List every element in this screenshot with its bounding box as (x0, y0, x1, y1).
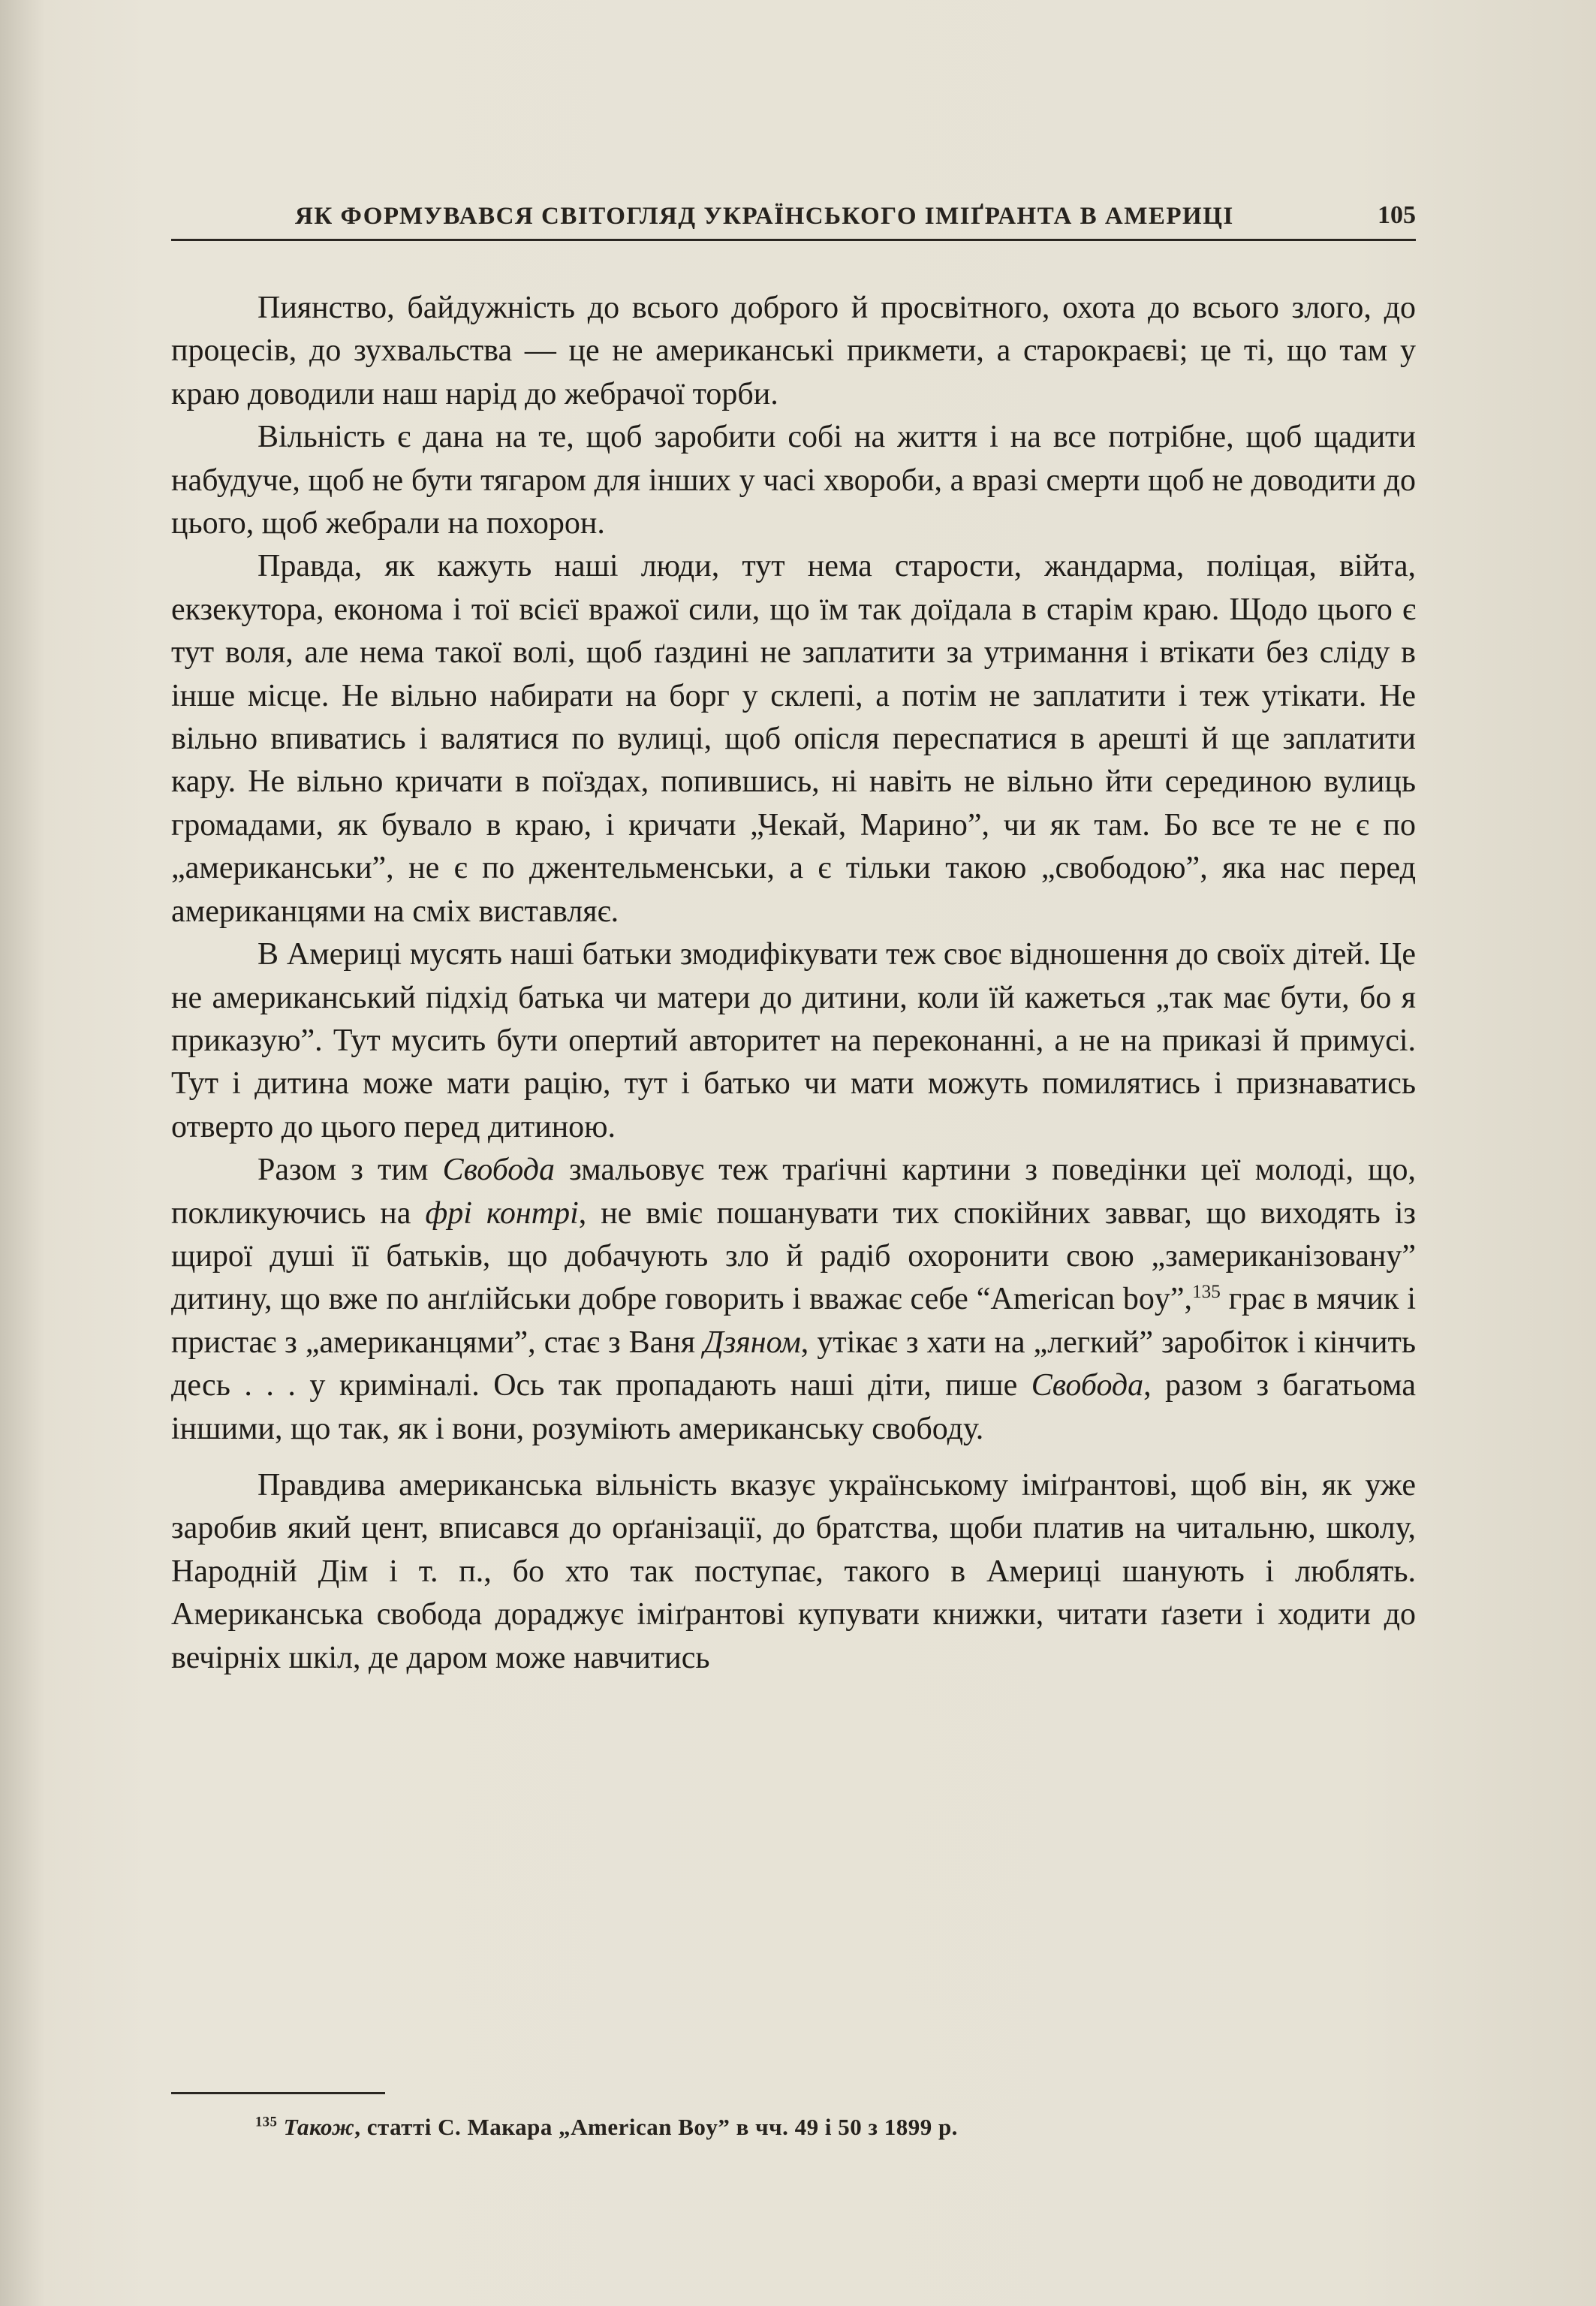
body-text (171, 287, 1416, 1680)
paragraph-5 (171, 1149, 1416, 1451)
paragraph-5-italic-3: Дзяном (703, 1325, 801, 1360)
paragraph-5-italic-2: фрі контрі (425, 1195, 579, 1231)
paragraph-6: Правдива американська вільність вказує українському іміґрантові, щоб він, як уже заробив який цент, вписався до орґанізації, до братства, щоби платив на читальню, школу, Народній Дім і т. п., бо хто так поступає, такого в Америці шанують і люблять. Американська свобода дораджує іміґрантові купувати книжки, читати ґазети і ходити до вечірніх шкіл, де даром може навчитись (171, 1467, 1416, 1675)
paragraph-1: Пиянство, байдужність до всього доброго й просвітного, охота до всього злого, до процесів, до зухвальства — це не американські прикмети, а старокраєві; це ті, що там у краю доводили наш нарід до жебрачої торби. (171, 291, 1416, 411)
paragraph-5-text-6: , разом з багатьома іншими, що так, як і вони, розуміють американську свободу. (171, 1368, 1416, 1446)
page-number: 105 (1378, 201, 1416, 229)
footnote-reference: 135 (1192, 1282, 1221, 1303)
page-header (171, 197, 1416, 241)
footnote-lead: Також (283, 2114, 355, 2140)
paragraph-4: В Америці мусять наші батьки змодифікувати теж своє відношення до своїх дітей. Це не американський підхід батька чи матери до дитини, коли їй кажеться „так має бути, бо я приказую”. Тут мусить бути опертий авторитет на переконанні, а не на приказі й примусі. Тут і дитина може мати рацію, тут і батько чи мати можуть помилятись і признаватись отверто до цього перед дитиною. (171, 937, 1416, 1144)
paragraph-5-italic-1: Свобода (442, 1153, 555, 1188)
paragraph-3: Правда, як кажуть наші люди, тут нема старости, жандарма, поліцая, війта, екзекутора, економа і тої всієї вражої сили, що їм так доїдала в старім краю. Щодо цього є тут воля, але нема такої волі, щоб ґаздині не заплатити за утримання і втікати без сліду в інше місце. Не вільно набирати на борг у склепі, а потім не заплатити і теж утікати. Не вільно впиватись і валятися по вулиці, щоб опісля переспатися в арешті й ще заплатити кару. Не вільно кричати в поїздах, попившись, ні навіть не вільно йти серединою вулиць громадами, як бувало в краю, і кричати „Чекай, Марино”, чи як там. Бо все те не є по „американськи”, не є по джентельменськи, а є тільки такою „свободою”, яка нас перед американцями на сміх виставляє. (171, 549, 1416, 929)
paragraph-5-text-2: змальовує теж траґічні картини з поведінки цеї молоді, що, покликуючись на (171, 1153, 1417, 1231)
footnote-divider (171, 2092, 385, 2094)
paragraph-5-text-5: , утікає з хати на „легкий” заробіток і кінчить десь . . . у криміналі. Ось так пропадають наші діти, пише (171, 1325, 1417, 1403)
paragraph-5-italic-4: Свобода (1031, 1368, 1144, 1403)
paragraph-5-text-1: Разом з тим (257, 1153, 443, 1188)
paragraph-2: Вільність є дана на те, щоб заробити собі на життя і на все потрібне, щоб щадити набудуче, щоб не бути тягаром для інших у часі хвороби, а вразі смерти щоб не доводити до цього, щоб жебрали на похорон. (171, 420, 1416, 541)
running-head: ЯК ФОРМУВАВСЯ СВІТОГЛЯД УКРАЇНСЬКОГО ІМІҐРАНТА В АМЕРИЦІ (295, 203, 1234, 230)
footnote-text: , статті С. Макара „American Boy” в чч. 49 і 50 з 1899 р. (354, 2114, 958, 2140)
footnote (255, 2114, 1411, 2141)
paragraph-5-text-3: , не вміє пошанувати тих спокійних завваг, що виходять із щирої душі її батьків, що добачують зло й радіб охоронити свою „замериканізовану” дитину, що вже по анґлійськи добре говорить і вважає себе “American boy”, (171, 1195, 1417, 1317)
footnote-number: 135 (255, 2114, 278, 2130)
paragraph-5-text-4: грає в мячик і пристає з „американцями”, стає з Ваня (171, 1282, 1416, 1360)
